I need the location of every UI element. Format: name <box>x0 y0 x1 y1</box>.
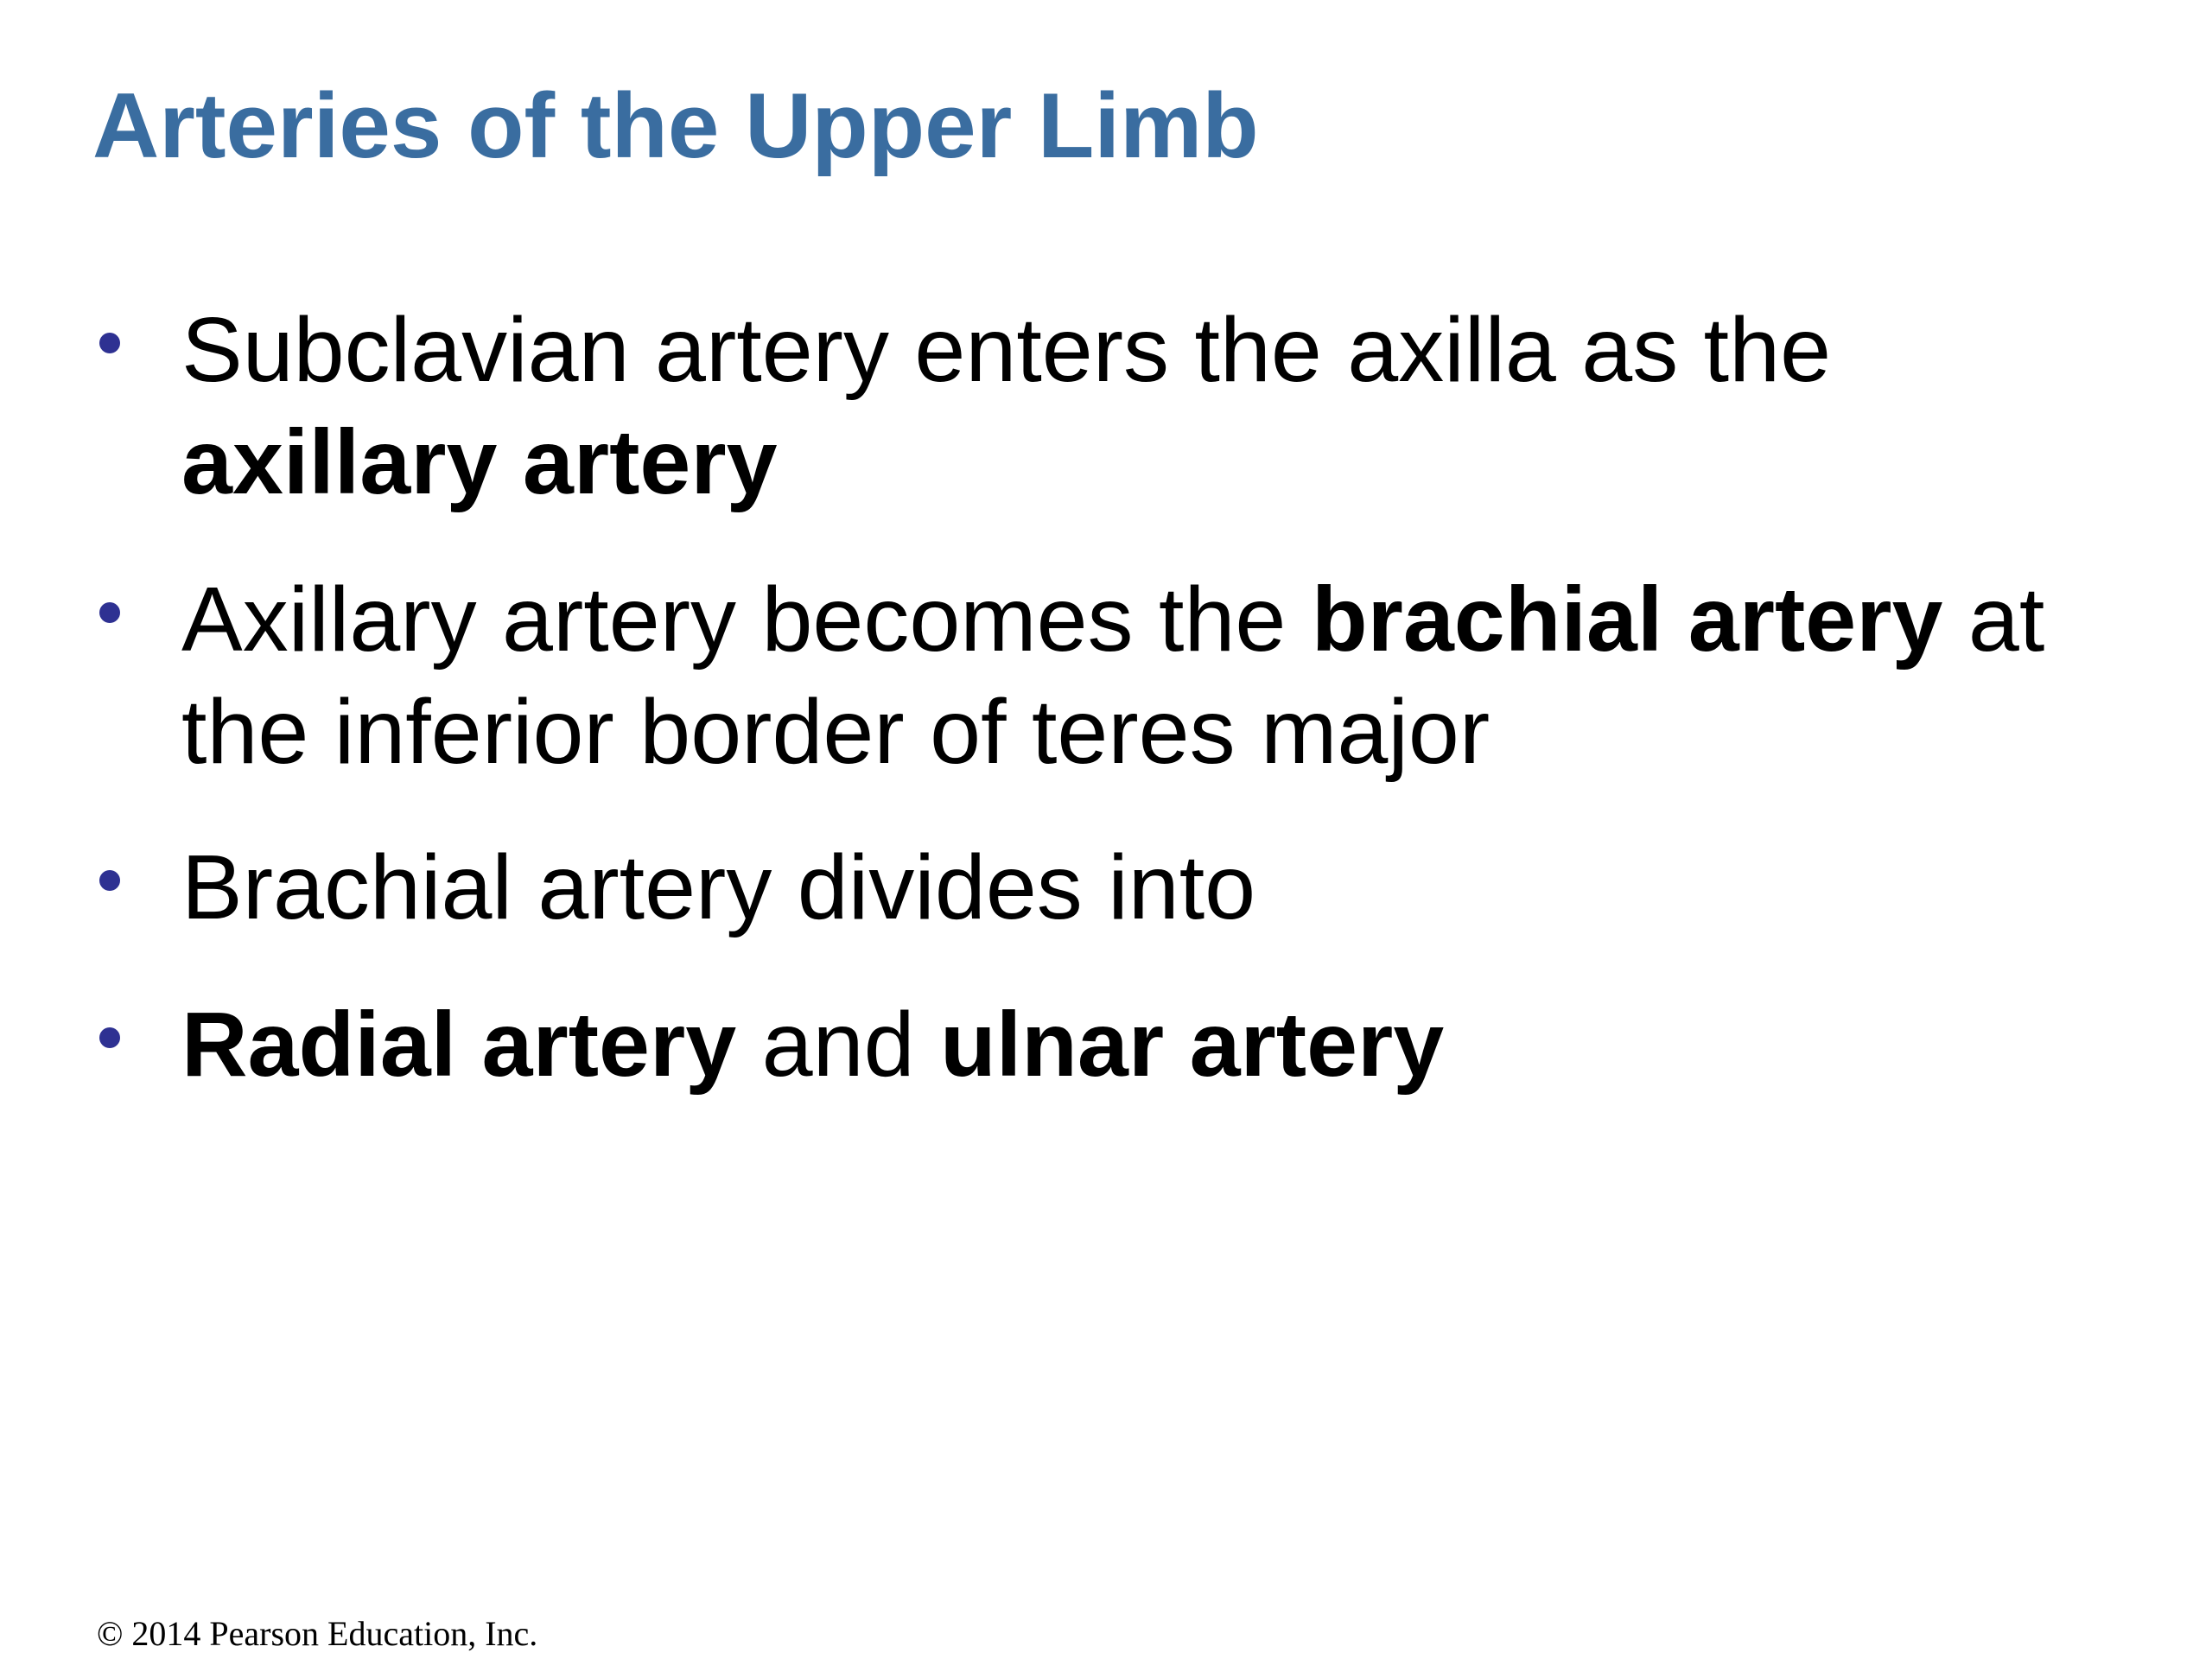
bullet-text-run-bold: axillary artery <box>181 411 778 513</box>
bullet-text-run: and <box>736 994 940 1096</box>
bullet-text-run: Axillary artery becomes the <box>181 569 1312 671</box>
bullet-text-run-bold: Radial artery <box>181 994 737 1096</box>
bullet-dot-icon <box>99 1027 120 1048</box>
bullet-item <box>181 563 2126 788</box>
bullet-item <box>181 988 2126 1101</box>
bullet-dot-icon <box>99 602 120 623</box>
bullet-text-run: at the inferior border of teres major <box>181 569 2045 783</box>
bullet-text-run: Subclavian artery enters the axilla as the <box>181 299 1832 401</box>
slide-title: Arteries of the Upper Limb <box>92 73 1259 177</box>
copyright-footer: © 2014 Pearson Education, Inc. <box>97 1614 538 1653</box>
bullet-item <box>181 831 2126 944</box>
bullet-text-run-bold: ulnar artery <box>939 994 1445 1096</box>
bullet-text-run-bold: brachial artery <box>1311 569 1943 671</box>
bullet-dot-icon <box>99 333 120 353</box>
bullet-text-run: Brachial artery divides into <box>181 836 1256 938</box>
bullet-dot-icon <box>99 870 120 891</box>
bullet-item <box>181 294 2126 518</box>
